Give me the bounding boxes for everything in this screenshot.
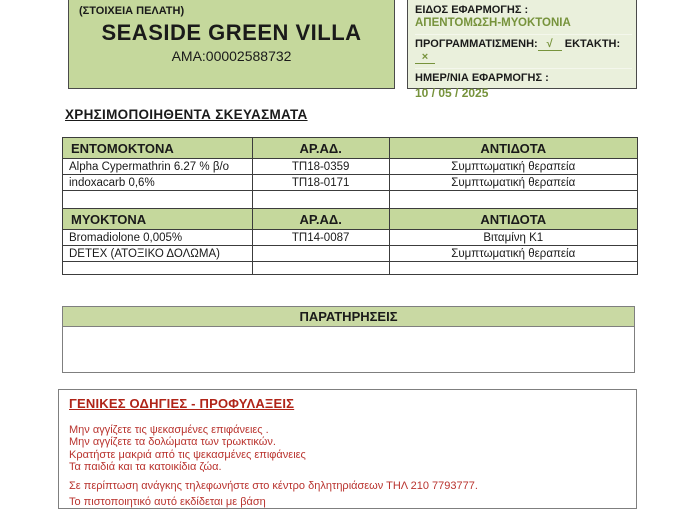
product-name: indoxacarb 0,6%: [63, 175, 253, 191]
remarks-content: [63, 327, 634, 372]
extraordinary-label: ΕΚΤΑΚΤΗ:: [564, 38, 621, 50]
product-name: Alpha Cypermathrin 6.27 % β/ο: [63, 159, 253, 175]
client-info-box: [68, 0, 395, 89]
certificate-footer-line: Το πιστοποιητικό αυτό εκδίδεται με βάση: [69, 496, 266, 509]
antidotes-header: ΑΝΤΙΔΟΤΑ: [389, 138, 638, 159]
product-license: ΤΠ14-0087: [252, 230, 389, 246]
rodenticides-header: ΜΥΟΚΤΟΝΑ: [63, 209, 253, 230]
application-type-value: ΑΠΕΝΤΟΜΩΣΗ-ΜΥΟΚΤΟΝΙΑ: [415, 17, 571, 29]
insecticides-header: ΕΝΤΟΜΟΚΤΟΝΑ: [63, 138, 253, 159]
table-row: [63, 230, 638, 246]
remarks-box: [62, 306, 635, 373]
instructions-title: ΓΕΝΙΚΕΣ ΟΔΗΓΙΕΣ - ΠΡΟΦΥΛΑΞΕΙΣ: [69, 396, 295, 411]
client-details-label: (ΣΤΟΙΧΕΙΑ ΠΕΛΑΤΗ): [79, 5, 185, 17]
application-type-label: ΕΙΔΟΣ ΕΦΑΡΜΟΓΗΣ :: [415, 4, 529, 16]
instruction-lines: [69, 424, 626, 474]
insecticides-header-row: [63, 138, 638, 159]
scheduled-label: ΠΡΟΓΡΑΜΜΑΤΙΣΜΕΝΗ:: [415, 38, 538, 50]
table-spacer-row: [63, 262, 638, 275]
product-antidote: Συμπτωματική θεραπεία: [389, 175, 638, 191]
license-number-header: ΑΡ.ΑΔ.: [252, 138, 389, 159]
product-antidote: Συμπτωματική θεραπεία: [389, 159, 638, 175]
extraordinary-xmark: ×: [415, 51, 435, 64]
product-name: DETEX (ΑΤΟΞΙΚΟ ΔΟΛΩΜΑ): [63, 246, 253, 262]
instructions-box: [58, 389, 637, 509]
product-license: ΤΠ18-0171: [252, 175, 389, 191]
application-schedule-row: [415, 34, 632, 64]
product-antidote: Συμπτωματική θεραπεία: [389, 246, 638, 262]
used-products-section-title: ΧΡΗΣΙΜΟΠΟΙΗΘΕΝΤΑ ΣΚΕΥΑΣΜΑΤΑ: [65, 107, 308, 122]
instruction-line: Μην αγγίζετε τις ψεκασμένες επιφάνειες .: [69, 424, 269, 436]
license-number-header: ΑΡ.ΑΔ.: [252, 209, 389, 230]
product-name: Bromadiolone 0,005%: [63, 230, 253, 246]
products-table: [62, 137, 638, 275]
product-license: [252, 246, 389, 262]
emergency-phone-line: Σε περίπτωση ανάγκης τηλεφωνήστε στο κέντρο δηλητηριάσεων ΤΗΛ 210 7793777.: [69, 479, 478, 492]
scheduled-checkmark: √: [538, 38, 562, 51]
application-date-value: 10 / 05 / 2025: [415, 86, 489, 100]
application-info-box: [407, 0, 637, 100]
rodenticides-header-row: [63, 209, 638, 230]
remarks-title: ΠΑΡΑΤΗΡΗΣΕΙΣ: [63, 307, 634, 327]
instruction-line: Τα παιδιά και τα κατοικίδια ζώα.: [69, 461, 222, 474]
table-row: [63, 175, 638, 191]
application-date-label: ΗΜΕΡ/ΝΙΑ ΕΦΑΡΜΟΓΗΣ :: [415, 72, 549, 84]
table-row: [63, 246, 638, 262]
product-antidote: Βιταμίνη Κ1: [389, 230, 638, 246]
table-row: [63, 159, 638, 175]
instruction-line: Μην αγγίζετε τα δολώματα των τρωκτικών.: [69, 436, 276, 449]
application-date-row: [415, 68, 632, 100]
table-spacer-row: [63, 191, 638, 209]
client-ama-number: AMA:00002588732: [171, 48, 292, 64]
instruction-line: Κρατήστε μακριά από τις ψεκασμένες επιφάνειες: [69, 448, 306, 461]
antidotes-header: ΑΝΤΙΔΟΤΑ: [389, 209, 638, 230]
client-name: SEASIDE GREEN VILLA: [101, 20, 362, 45]
product-license: ΤΠ18-0359: [252, 159, 389, 175]
